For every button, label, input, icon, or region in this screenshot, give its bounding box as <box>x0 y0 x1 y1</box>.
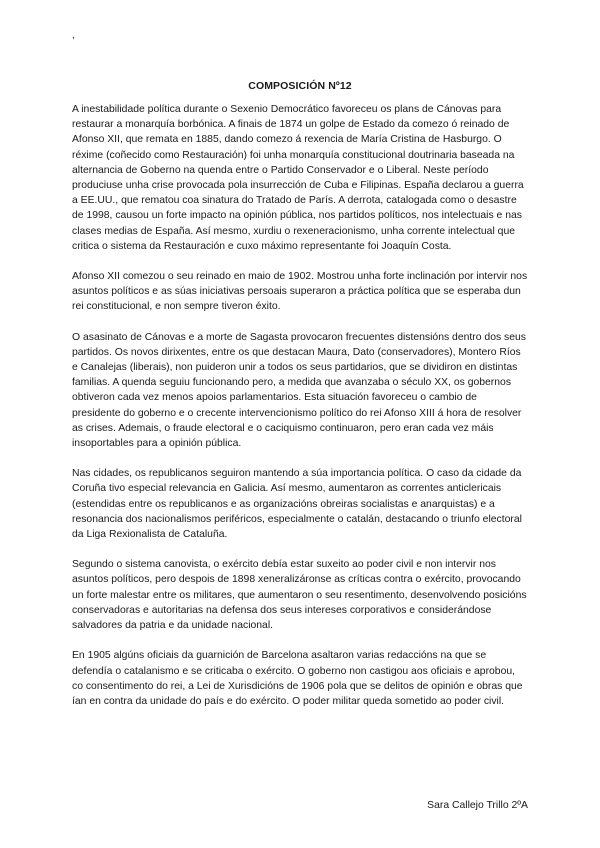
stray-mark: , <box>72 30 75 41</box>
paragraph-afonso-reinado: Afonso XII comezou o seu reinado en maio de 1902. Mostrou unha forte inclinación por intervir nos asuntos políticos e as súas iniciativas persoais superaron a práctica política que se esperaba dun rei constitucional, e non sempre tiveron éxito. <box>72 271 528 313</box>
paragraph-exercito: Segundo o sistema canovista, o exército debía estar suxeito ao poder civil e non intervir nos asuntos políticos, pero despois de 1898 xeneralizáronse as críticas contra o exército, provocando un forte malestar entre os militares, que aumentaron o seu resentimento, desenvolvendo posicións conservadoras e autoritarias na defensa dos seus intereses corporativos e considerándose salvadores da patria e da unidade nacional. <box>72 559 527 632</box>
paragraph-restauracion: A inestabilidade política durante o Sexenio Democrático favoreceu os plans de Cánovas para restaurar a monarquía borbónica. A finais de 1874 un golpe de Estado da comezo ó reinado de Afonso XII, que remata en 1885, dando comezo á rexencia de María Cristina de Hasburgo. O réxime (coñecido como Restauración) foi unha monarquía constitucional doutrinaria baseada na alternancia de Goberno na quenda entre o Partido Conservador e o Liberal. Neste período produciuse unha crise provocada pola insurrección de Cuba e Filipinas. España declarou a guerra a EE.UU., que rematou coa sinatura do Tratado de París. A derrota, catalogada como o desastre de 1998, causou un forte impacto na opinión pública, nos partidos políticos, nos intelectuais e nas clases medias de España. Así mesmo, xurdiu o rexeneracionismo, unha corrente intelectual que critica o sistema da Restauración e cuxo máximo representante foi Joaquín Costa. <box>72 104 524 252</box>
paragraph-lei-xurisdicions: En 1905 algúns oficiais da guarnición de Barcelona asaltaron varias redaccións na que se defendía o catalanismo e se criticaba o exército. O goberno non castigou aos oficiais e aprobou, co consentimento do rei, a Lei de Xurisdicións de 1906 pola que se delitos de opinión e obras que ían en contra da unidade do país e do exército. O poder militar queda sometido ao poder civil. <box>72 650 523 707</box>
paragraph-crise-partidos: O asasinato de Cánovas e a morte de Sagasta provocaron frecuentes distensións dentro dos seus partidos. Os novos dirixentes, entre os que destacan Maura, Dato (conservadores), Montero Ríos e Canalejas (liberais), non puideron unir a todos os seus partidarios, que se dividiron en distintas familias. A quenda seguiu funcionando pero, a medida que avanzaba o século XX, os gobernos obtiveron cada vez menos apoios parlamentarios. Esta situación favoreceu o cambio de presidente do goberno e o crecente intervencionismo político do rei Afonso XIII á hora de resolver as crises. Ademais, o fraude electoral e o caciquismo continuaron, pero eran cada vez máis insoportables para a opinión pública. <box>72 331 526 450</box>
paragraph-republicanos: Nas cidades, os republicanos seguiron mantendo a súa importancia política. O caso da cidade da Coruña tivo especial relevancia en Galicia. Así mesmo, aumentaron as correntes anticlericais (estendidas entre os republicanos e as organizacións obreiras socialistas e anarquistas) e a resonancia dos nacionalismos periféricos, especialmente o catalán, destacando o triunfo electoral da Liga Rexionalista de Cataluña. <box>72 468 522 541</box>
page-title: COMPOSICIÓN Nº12 <box>248 80 352 92</box>
author-signature: Sara Callejo Trillo 2ºA <box>427 800 528 811</box>
document-body <box>72 102 528 724</box>
